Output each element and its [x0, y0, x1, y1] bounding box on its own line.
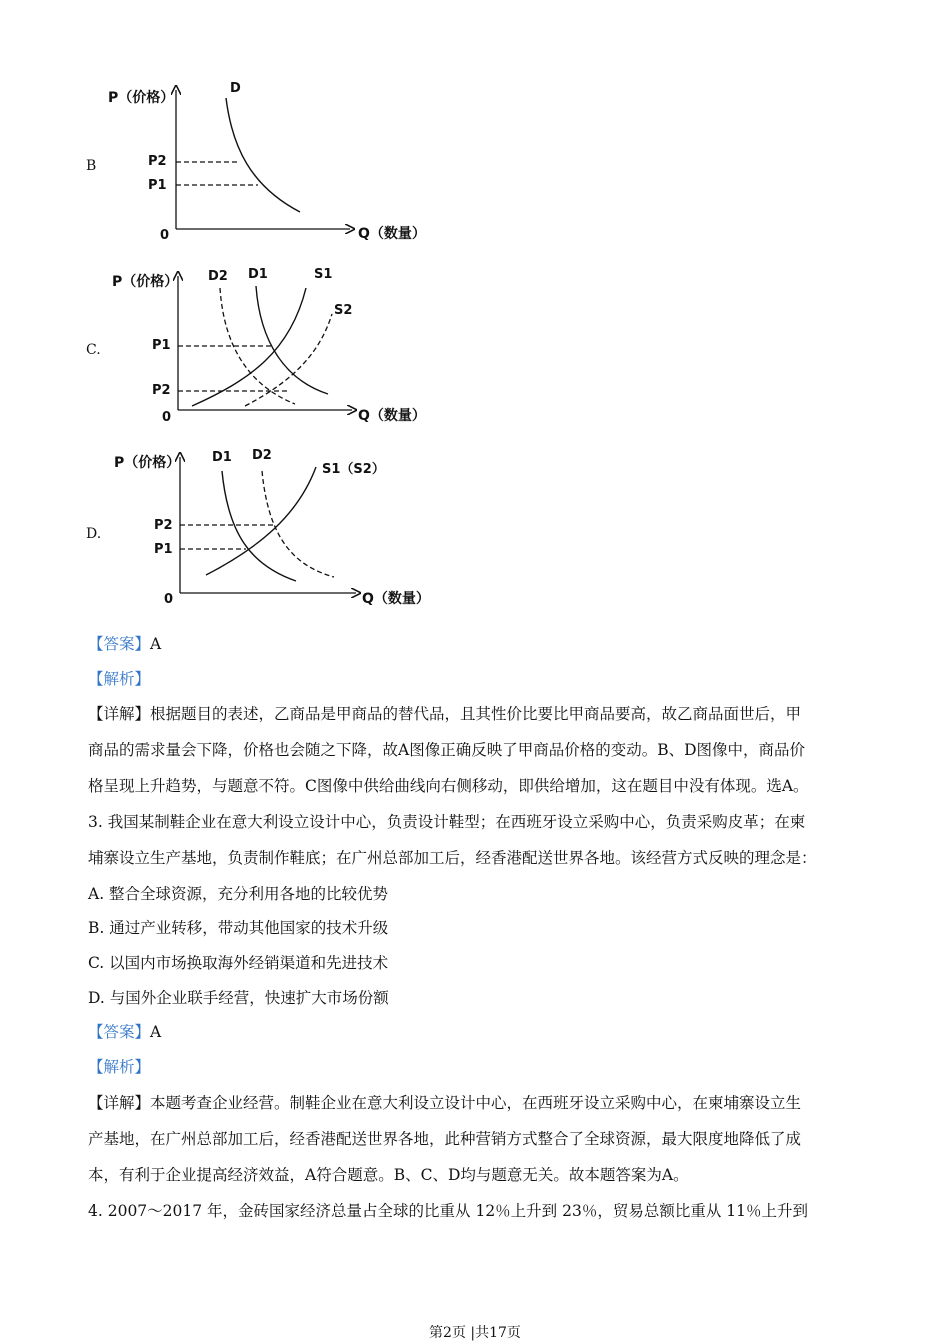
- price-label-p1: P1: [148, 178, 167, 193]
- curve-label-s1-s2: S1（S2）: [322, 462, 385, 477]
- y-axis-label: P（价格）: [112, 274, 179, 290]
- analysis-tag: 【解析】: [88, 670, 151, 688]
- page-footer: 第2页 |共17页: [429, 1325, 521, 1341]
- y-axis-label: P（价格）: [114, 455, 181, 471]
- detail-text: 本题考查企业经营。制鞋企业在意大利设立设计中心，在西班牙设立采购中心，在柬埔寨设立生: [150, 1094, 802, 1112]
- x-axis-label: Q（数量）: [362, 591, 430, 607]
- figure-c-supply-demand: [100, 262, 440, 430]
- q3-analysis-line: [88, 1057, 150, 1077]
- origin-label: 0: [160, 228, 170, 243]
- q3-option-b: B. 通过产业转移，带动其他国家的技术升级: [88, 919, 389, 937]
- q2-analysis-line: [88, 669, 150, 689]
- curve-label-d: D: [230, 81, 241, 96]
- q2-detail-line-1: [88, 704, 801, 724]
- q3-option-c: C. 以国内市场换取海外经销渠道和先进技术: [88, 954, 389, 972]
- option-b-label: B: [86, 158, 97, 174]
- figure-d-supply-demand: [100, 443, 440, 609]
- answer-value: A: [150, 1023, 162, 1041]
- detail-text: 根据题目的表述，乙商品是甲商品的替代品，且其性价比要比甲商品要高，故乙商品面世后，甲: [150, 705, 802, 723]
- price-label-p2: P2: [152, 383, 171, 398]
- q3-option-a: A. 整合全球资源，充分利用各地的比较优势: [88, 885, 389, 903]
- demand-curve-d1: [256, 286, 328, 394]
- y-axis-label: P（价格）: [108, 90, 175, 106]
- demand-curve-d2: [262, 471, 334, 577]
- curve-label-d2: D2: [208, 269, 228, 284]
- detail-tag: 【详解】: [88, 705, 151, 723]
- option-c-label: C.: [86, 342, 101, 358]
- supply-curve-s2: [245, 314, 332, 406]
- option-d-label: D.: [86, 526, 102, 542]
- demand-curve-d: [226, 98, 300, 212]
- price-label-p2: P2: [148, 154, 167, 169]
- q3-detail-line-3: 本，有利于企业提高经济效益，A符合题意。B、C、D均与题意无关。故本题答案为A。: [88, 1166, 689, 1184]
- curve-label-d2: D2: [252, 448, 272, 463]
- analysis-tag: 【解析】: [88, 1058, 151, 1076]
- supply-curve-s1: [192, 288, 306, 406]
- price-label-p2: P2: [154, 518, 173, 533]
- demand-curve-d1: [222, 471, 296, 581]
- q2-answer-line: [88, 634, 161, 654]
- x-axis-label: Q（数量）: [358, 226, 426, 242]
- q3-detail-line-2: 产基地，在广州总部加工后，经香港配送世界各地，此种营销方式整合了全球资源，最大限度地降低了成: [88, 1130, 802, 1148]
- q4-stem: 4. 2007～2017 年，金砖国家经济总量占全球的比重从 12％上升到 23％，贸易总额比重从 11％上升到: [88, 1202, 808, 1220]
- curve-label-d1: D1: [212, 450, 232, 465]
- q3-option-d: D. 与国外企业联手经营，快速扩大市场份额: [88, 989, 389, 1007]
- q2-detail-line-2: 商品的需求量会下降，价格也会随之下降，故A图像正确反映了甲商品价格的变动。B、D图像中，商品价: [88, 741, 806, 759]
- curve-label-d1: D1: [248, 267, 268, 282]
- answer-tag: 【答案】: [88, 635, 151, 653]
- supply-curve-s1-s2: [206, 467, 316, 575]
- figure-b-demand-curve: [100, 76, 440, 248]
- curve-label-s1: S1: [314, 267, 333, 282]
- x-axis-label: Q（数量）: [358, 408, 426, 424]
- q3-detail-line-1: [88, 1093, 801, 1113]
- detail-tag: 【详解】: [88, 1094, 151, 1112]
- price-label-p1: P1: [154, 542, 173, 557]
- origin-label: 0: [162, 410, 172, 425]
- curve-label-s2: S2: [334, 303, 353, 318]
- price-label-p1: P1: [152, 338, 171, 353]
- q2-detail-line-3: 格呈现上升趋势，与题意不符。C图像中供给曲线向右侧移动，即供给增加，这在题目中没有体现。选A。: [88, 777, 809, 795]
- origin-label: 0: [164, 592, 174, 607]
- q3-stem-line-1: 3. 我国某制鞋企业在意大利设立设计中心，负责设计鞋型；在西班牙设立采购中心，负责采购皮革；在柬: [88, 813, 806, 831]
- q3-stem-line-2: 埔寨设立生产基地，负责制作鞋底；在广州总部加工后，经香港配送世界各地。该经营方式反映的理念是：: [88, 849, 817, 867]
- answer-tag: 【答案】: [88, 1023, 151, 1041]
- answer-value: A: [150, 635, 162, 653]
- q3-answer-line: [88, 1022, 161, 1042]
